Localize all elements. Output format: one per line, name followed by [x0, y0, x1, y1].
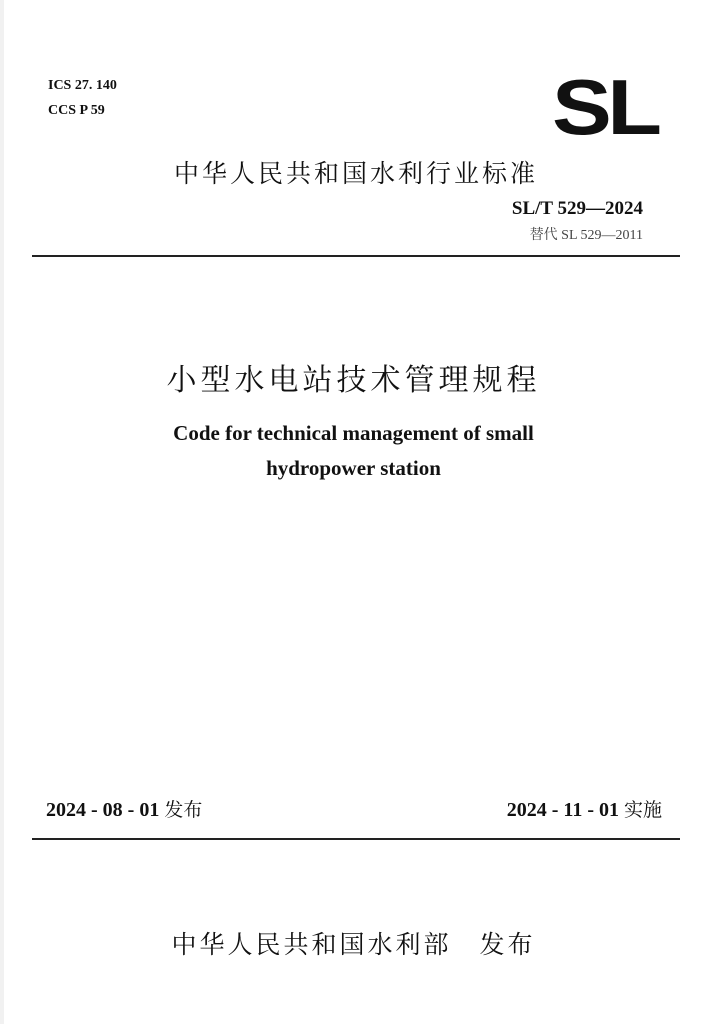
- standard-number: SL/T 529—2024: [511, 198, 643, 219]
- sl-logo: SL: [552, 63, 658, 151]
- ccs-code: CCS P 59: [48, 103, 105, 118]
- implement-date-block: [507, 795, 662, 822]
- issue-date: 2024 - 08 - 01: [46, 799, 160, 821]
- issue-label: 发布: [164, 799, 203, 821]
- classification-codes: [48, 73, 117, 123]
- title-chinese: 小型水电站技术管理规程: [166, 363, 541, 398]
- issue-date-block: [46, 795, 202, 822]
- implement-date: 2024 - 11 - 01: [506, 799, 619, 821]
- bottom-divider: [32, 838, 680, 840]
- title-english-line-2: hydropower station: [266, 456, 441, 480]
- title-english-line-1: Code for technical management of small: [173, 421, 534, 445]
- publisher-action: 发布: [479, 930, 536, 959]
- industry-standard-heading: 中华人民共和国水利行业标准: [174, 159, 539, 188]
- top-divider: [32, 255, 680, 257]
- implement-label: 实施: [623, 799, 662, 821]
- ics-code: ICS 27. 140: [48, 78, 117, 93]
- publisher-name: 中华人民共和国水利部: [171, 930, 452, 959]
- title-english: [0, 416, 707, 486]
- replaces-standard: 替代 SL 529—2011: [529, 228, 643, 243]
- publisher-line: [0, 925, 707, 961]
